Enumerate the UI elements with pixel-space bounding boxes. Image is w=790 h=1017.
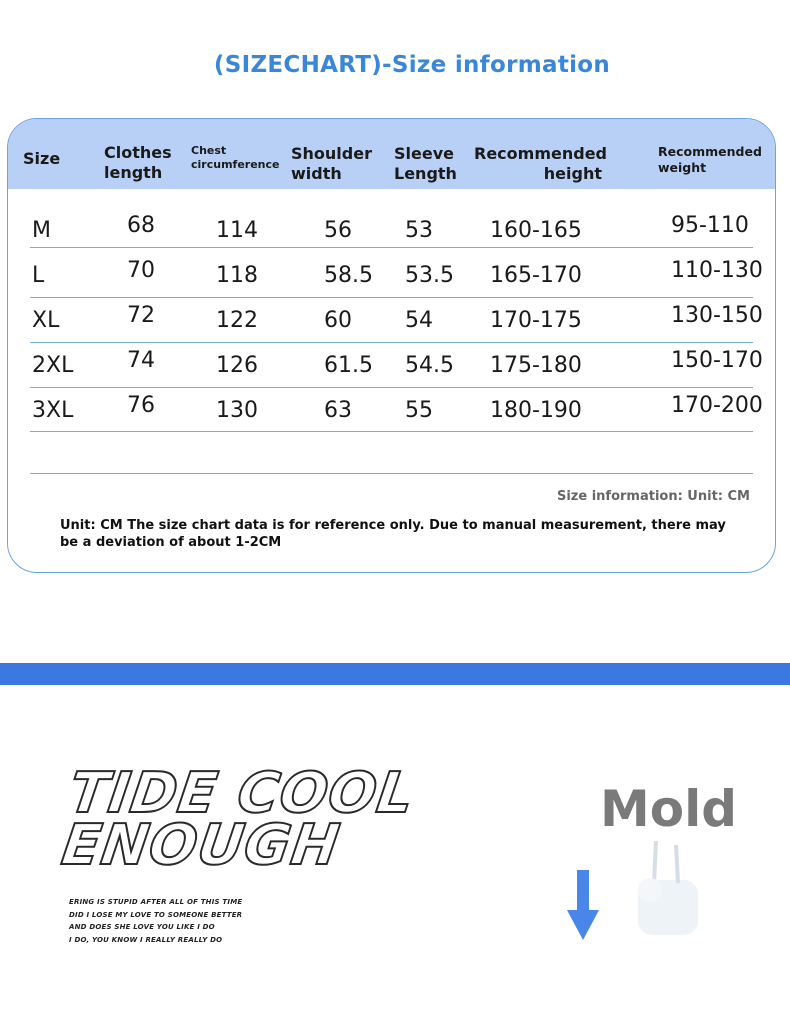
row-divider bbox=[30, 247, 753, 248]
mold-label: Mold bbox=[600, 780, 738, 838]
header-recommended-height: Recommended height bbox=[474, 144, 607, 183]
page-title: (SIZECHART)-Size information bbox=[213, 52, 611, 78]
garment-ghost-icon bbox=[630, 835, 710, 945]
table-cell: 165-170 bbox=[490, 263, 582, 288]
table-cell: 56 bbox=[324, 218, 352, 243]
table-cell: 61.5 bbox=[324, 353, 373, 378]
table-cell: 130-150 bbox=[671, 303, 763, 328]
table-cell: 150-170 bbox=[671, 348, 763, 373]
table-cell: 110-130 bbox=[671, 258, 763, 283]
table-cell: 54.5 bbox=[405, 353, 454, 378]
slogan-graphic: TIDE COOL ENOUGH bbox=[57, 761, 419, 878]
table-cell: 54 bbox=[405, 308, 433, 333]
table-cell: 60 bbox=[324, 308, 352, 333]
disclaimer-note: Unit: CM The size chart data is for reference only. Due to manual measurement, there may be a deviation of about 1-2CM bbox=[60, 518, 726, 550]
table-cell: 74 bbox=[127, 348, 155, 373]
row-divider bbox=[30, 297, 753, 298]
size-chart-card bbox=[7, 118, 776, 573]
table-cell: 160-165 bbox=[490, 218, 582, 243]
header-size: Size bbox=[23, 149, 61, 168]
blue-divider-band bbox=[0, 663, 790, 685]
header-shoulder-width: Shoulder width bbox=[291, 144, 372, 183]
table-cell: 70 bbox=[127, 258, 155, 283]
table-cell: 58.5 bbox=[324, 263, 373, 288]
table-cell: 130 bbox=[216, 398, 258, 423]
header-sleeve-length: Sleeve Length bbox=[394, 144, 457, 183]
table-cell: 95-110 bbox=[671, 213, 749, 238]
table-cell: 55 bbox=[405, 398, 433, 423]
table-header bbox=[8, 119, 775, 189]
table-cell: 180-190 bbox=[490, 398, 582, 423]
table-cell: 68 bbox=[127, 213, 155, 238]
row-divider bbox=[30, 473, 753, 474]
table-cell: 114 bbox=[216, 218, 258, 243]
table-cell: 118 bbox=[216, 263, 258, 288]
table-cell: M bbox=[32, 218, 51, 243]
header-chest-circumference: Chest circumference bbox=[191, 144, 280, 171]
table-cell: 126 bbox=[216, 353, 258, 378]
table-cell: 175-180 bbox=[490, 353, 582, 378]
table-cell: 170-200 bbox=[671, 393, 763, 418]
row-divider bbox=[30, 387, 753, 388]
arrow-down-icon bbox=[567, 870, 599, 942]
table-cell: L bbox=[32, 263, 45, 288]
unit-label: Size information: Unit: CM bbox=[556, 489, 750, 504]
table-cell: 72 bbox=[127, 303, 155, 328]
table-cell: 63 bbox=[324, 398, 352, 423]
row-divider bbox=[30, 342, 753, 343]
table-cell: 53 bbox=[405, 218, 433, 243]
row-divider bbox=[30, 431, 753, 432]
table-cell: 3XL bbox=[32, 398, 74, 423]
table-cell: 2XL bbox=[32, 353, 74, 378]
lyrics-text: ERING IS STUPID AFTER ALL OF THIS TIME DID I LOSE MY LOVE TO SOMEONE BETTER AND DOES SHE LOVE YOU LIKE I DO I DO, YOU KNOW I REALLY REALLY DO bbox=[69, 898, 243, 944]
table-cell: 76 bbox=[127, 393, 155, 418]
table-cell: 170-175 bbox=[490, 308, 582, 333]
table-cell: XL bbox=[32, 308, 60, 333]
table-cell: 53.5 bbox=[405, 263, 454, 288]
header-recommended-weight: Recommended weight bbox=[658, 144, 762, 175]
header-clothes-length: Clothes length bbox=[104, 143, 172, 182]
table-cell: 122 bbox=[216, 308, 258, 333]
